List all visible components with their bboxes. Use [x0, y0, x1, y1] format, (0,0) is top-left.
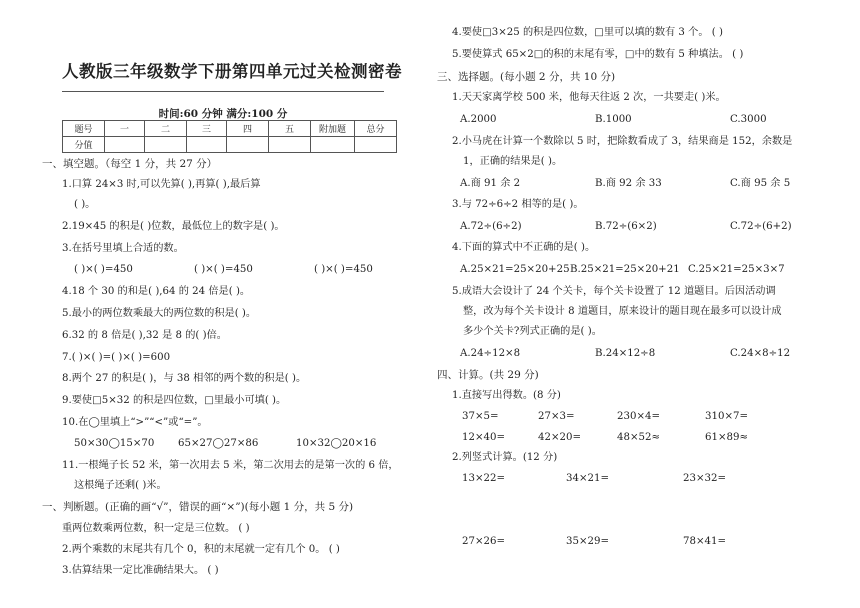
calc-part-2-heading: 2.列竖式计算。(12 分): [452, 452, 558, 463]
exam-meta: 时间:60 分钟 满分:100 分: [158, 108, 288, 120]
choice-4-option-a: A.25×21=25×20+25: [460, 264, 570, 275]
title-divider: [62, 91, 384, 92]
vertical-calc-item: 13×22=: [462, 473, 505, 484]
choice-2-option-b: B.商 92 余 33: [595, 178, 662, 189]
choice-1-option-b: B.1000: [595, 114, 632, 125]
choice-question-2: 2.小马虎在计算一个数除以 5 时，把除数看成了 3，结果商是 152，余数是: [452, 136, 793, 147]
score-blank-cell[interactable]: [145, 137, 187, 153]
question-1-cont: ( )。: [74, 199, 96, 210]
score-header-cell: 题号: [63, 121, 105, 137]
choice-question-3: 3.与 72÷6÷2 相等的是( )。: [452, 199, 584, 210]
choice-3-option-b: B.72÷(6×2): [595, 221, 657, 232]
choice-1-option-a: A.2000: [460, 114, 497, 125]
question-11: 11.一根绳子长 52 米，第一次用去 5 米，第二次用去的是第一次的 6 倍，: [62, 460, 399, 471]
question-1: 1.口算 24×3 时,可以先算( ),再算( ),最后算: [62, 179, 261, 190]
choice-4-option-b: B.25×21=25×20+21: [570, 264, 680, 275]
choice-2-option-c: C.商 95 余 5: [730, 178, 791, 189]
question-6: 6.32 的 8 倍是( ),32 是 8 的( )倍。: [62, 330, 227, 341]
choice-question-4: 4.下面的算式中不正确的是( )。: [452, 242, 596, 253]
score-blank-cell[interactable]: [187, 137, 227, 153]
score-header-cell: 五: [269, 121, 311, 137]
choice-1-option-c: C.3000: [730, 114, 767, 125]
question-7: 7.( )×( )=( )×( )=600: [62, 352, 171, 363]
question-10-compare-a: 50×30◯15×70: [74, 438, 155, 449]
mental-math-item: 310×7=: [705, 411, 748, 422]
score-blank-cell[interactable]: [105, 137, 145, 153]
choice-4-option-c: C.25×21=25×3×7: [688, 264, 785, 275]
score-header-cell: 一: [105, 121, 145, 137]
question-2: 2.19×45 的积是( )位数，最低位上的数字是( )。: [62, 221, 285, 232]
question-11-cont: 这根绳子还剩( )米。: [74, 480, 167, 491]
choice-question-5: 5.成语大会设计了 24 个关卡，每个关卡设置了 12 道题目。后因活动调: [452, 286, 776, 297]
question-9: 9.要使□5×32 的积是四位数，□里最小可填( )。: [62, 395, 287, 406]
choice-5-option-a: A.24÷12×8: [460, 348, 521, 359]
judge-question-3: 3.估算结果一定比准确结果大。 ( ): [62, 565, 219, 576]
score-table-header-row: [63, 121, 397, 137]
choice-question-1: 1.天天家离学校 500 米，他每天往返 2 次，一共要走( )米。: [452, 92, 726, 103]
score-blank-cell[interactable]: [269, 137, 311, 153]
question-10-compare-c: 10×32◯20×16: [296, 438, 377, 449]
question-3-blank-a: ( )×( )=450: [74, 264, 133, 275]
mental-math-item: 61×89≈: [705, 432, 748, 443]
mental-math-item: 230×4=: [617, 411, 660, 422]
vertical-calc-item: 27×26=: [462, 536, 505, 547]
calc-part-1-heading: 1.直接写出得数。(8 分): [452, 390, 561, 401]
choice-2-option-a: A.商 91 余 2: [460, 178, 521, 189]
question-5: 5.最小的两位数乘最大的两位数的积是( )。: [62, 308, 257, 319]
vertical-calc-item: 78×41=: [683, 536, 726, 547]
judge-question-1: 重两位数乘两位数，积一定是三位数。 ( ): [62, 523, 250, 534]
score-row-label: 分值: [63, 137, 105, 153]
score-header-cell: 四: [227, 121, 269, 137]
vertical-calc-item: 34×21=: [566, 473, 609, 484]
question-3: 3.在括号里填上合适的数。: [62, 243, 184, 254]
question-8: 8.两个 27 的积是( )，与 38 相邻的两个数的积是( )。: [62, 373, 307, 384]
judge-question-5: 5.要使算式 65×2□的积的末尾有零，□中的数有 5 种填法。 ( ): [452, 49, 744, 60]
mental-math-item: 37×5=: [462, 411, 499, 422]
score-table: [62, 120, 397, 153]
score-header-cell: 三: [187, 121, 227, 137]
choice-question-2-cont: 1，正确的结果是( )。: [463, 156, 563, 167]
section-judge-heading: 一、判断题。(正确的画“√”，错误的画“×”)(每小题 1 分，共 5 分): [42, 501, 354, 513]
choice-3-option-c: C.72÷(6+2): [730, 221, 792, 232]
score-header-cell: 二: [145, 121, 187, 137]
judge-question-4: 4.要使□3×25 的积是四位数，□里可以填的数有 3 个。 ( ): [452, 27, 723, 38]
section-calc-heading: 四、计算。(共 29 分): [437, 369, 539, 381]
vertical-calc-item: 35×29=: [566, 536, 609, 547]
choice-5-option-b: B.24×12÷8: [595, 348, 656, 359]
mental-math-item: 42×20=: [538, 432, 581, 443]
question-10: 10.在◯里填上“>”“<”或“=”。: [62, 417, 208, 428]
question-3-blank-c: ( )×( )=450: [314, 264, 373, 275]
choice-5-option-c: C.24×8÷12: [730, 348, 791, 359]
question-10-compare-b: 65×27◯27×86: [178, 438, 259, 449]
paper-title: 人教版三年级数学下册第四单元过关检测密卷: [62, 62, 402, 81]
mental-math-item: 48×52≈: [617, 432, 660, 443]
mental-math-item: 27×3=: [538, 411, 575, 422]
score-table-value-row: [63, 137, 397, 153]
question-4: 4.18 个 30 的和是( ),64 的 24 倍是( )。: [62, 286, 251, 297]
mental-math-item: 12×40=: [462, 432, 505, 443]
question-3-blank-b: ( )×( )=450: [194, 264, 253, 275]
score-header-cell: 总分: [355, 121, 397, 137]
score-blank-cell[interactable]: [227, 137, 269, 153]
judge-question-2: 2.两个乘数的末尾共有几个 0，积的末尾就一定有几个 0。 ( ): [62, 544, 340, 555]
vertical-calc-item: 23×32=: [683, 473, 726, 484]
choice-question-5-cont1: 整，改为每个关卡设计 8 道题目，原来设计的题目现在最多可以设计成: [463, 306, 782, 317]
score-blank-cell[interactable]: [355, 137, 397, 153]
section-choice-heading: 三、选择题。(每小题 2 分，共 10 分): [437, 71, 616, 83]
score-header-cell: 附加题: [311, 121, 355, 137]
choice-3-option-a: A.72÷(6÷2): [460, 221, 522, 232]
score-blank-cell[interactable]: [311, 137, 355, 153]
choice-question-5-cont2: 多少个关卡?列式正确的是( )。: [463, 326, 602, 337]
section-fill-in-heading: 一、填空题。（每空 1 分，共 27 分）: [42, 158, 218, 170]
